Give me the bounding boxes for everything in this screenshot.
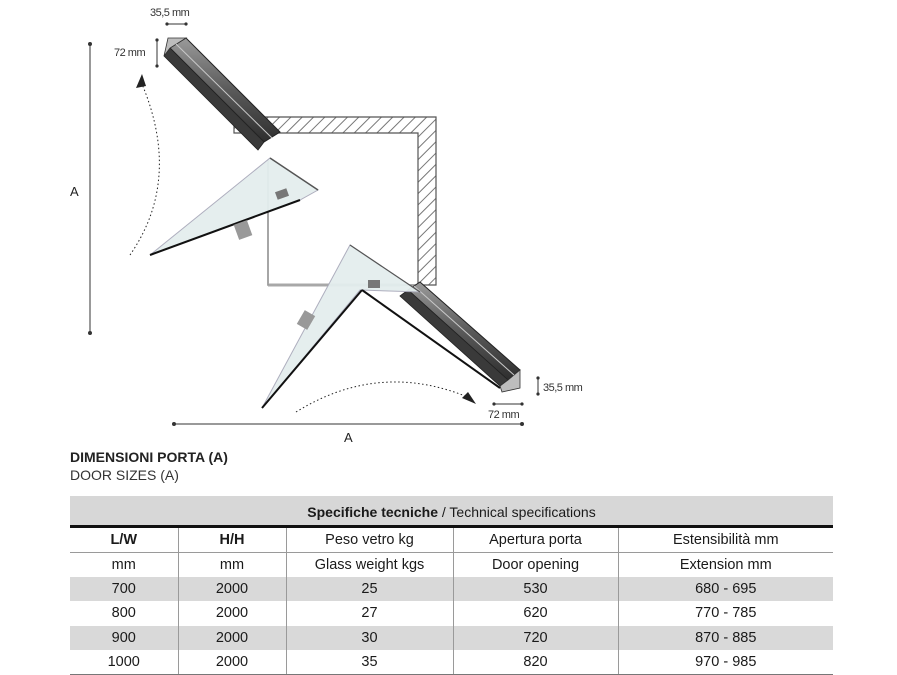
column-header: Apertura porta bbox=[453, 528, 618, 553]
table-cell: 2000 bbox=[178, 626, 286, 650]
table-cell: 770 - 785 bbox=[618, 601, 833, 625]
table-cell: 800 bbox=[111, 605, 136, 622]
column-subheader: Door opening bbox=[453, 553, 618, 578]
table-cell: 970 - 985 bbox=[618, 650, 833, 675]
column-subheader: Glass weight kgs bbox=[286, 553, 453, 578]
bottom-rail-profile bbox=[400, 282, 520, 392]
table-cell: 700 bbox=[70, 577, 178, 601]
table-cell: 30 bbox=[286, 626, 453, 650]
upper-glass-panels bbox=[150, 158, 318, 255]
table-cell: 2000 bbox=[178, 577, 286, 601]
table-cell: 820 bbox=[453, 650, 618, 675]
table-cell: 870 - 885 bbox=[618, 626, 833, 650]
spec-header-row-top bbox=[70, 528, 833, 553]
table-cell: 25 bbox=[286, 577, 453, 601]
table-row bbox=[70, 626, 833, 650]
table-cell: 35 bbox=[286, 650, 453, 675]
spec-table-container bbox=[70, 496, 833, 675]
dim-left-height-label: 72 mm bbox=[114, 47, 146, 59]
dim-right-thickness bbox=[536, 376, 539, 395]
table-row bbox=[70, 601, 833, 625]
table-cell: 720 bbox=[453, 626, 618, 650]
dim-bottom-height bbox=[492, 402, 523, 405]
spec-title-separator: / bbox=[438, 504, 450, 520]
column-subheader: Extension mm bbox=[618, 553, 833, 578]
dim-left-height bbox=[155, 38, 158, 67]
dimension-label-a-vertical: A bbox=[70, 184, 79, 199]
column-header: L/W bbox=[70, 528, 178, 553]
table-cell: 1000 bbox=[70, 650, 178, 675]
column-subheader: mm bbox=[178, 553, 286, 578]
column-subheader: mm bbox=[111, 557, 136, 573]
table-cell: 530 bbox=[453, 577, 618, 601]
table-cell: 2000 bbox=[178, 601, 286, 625]
dimension-line-horizontal bbox=[172, 422, 524, 426]
dim-top-thickness-label: 35,5 mm bbox=[150, 7, 190, 19]
table-cell: 680 - 695 bbox=[618, 577, 833, 601]
dim-right-thickness-label: 35,5 mm bbox=[543, 382, 583, 394]
spec-table bbox=[70, 528, 833, 675]
door-sizes-title-en: DOOR SIZES (A) bbox=[70, 467, 179, 483]
spec-title-en: Technical specifications bbox=[449, 504, 596, 520]
door-sizes-title-it: DIMENSIONI PORTA (A) bbox=[70, 449, 228, 465]
dim-top-thickness bbox=[165, 22, 187, 25]
spec-title-it: Specifiche tecniche bbox=[307, 504, 438, 520]
table-cell: 900 bbox=[70, 626, 178, 650]
table-cell: 620 bbox=[453, 601, 618, 625]
dimension-label-a-horizontal: A bbox=[344, 430, 353, 445]
table-row bbox=[70, 577, 833, 601]
column-header: Estensibilità mm bbox=[618, 528, 833, 553]
spec-header-row-bottom bbox=[70, 553, 833, 578]
top-rail-profile bbox=[164, 38, 280, 150]
dimension-line-vertical bbox=[88, 42, 92, 335]
table-row bbox=[70, 650, 833, 675]
table-cell: 27 bbox=[286, 601, 453, 625]
dim-bottom-height-label: 72 mm bbox=[488, 409, 520, 421]
column-header: Peso vetro kg bbox=[286, 528, 453, 553]
column-header: H/H bbox=[178, 528, 286, 553]
table-cell: 2000 bbox=[178, 650, 286, 675]
spec-table-title bbox=[70, 496, 833, 528]
